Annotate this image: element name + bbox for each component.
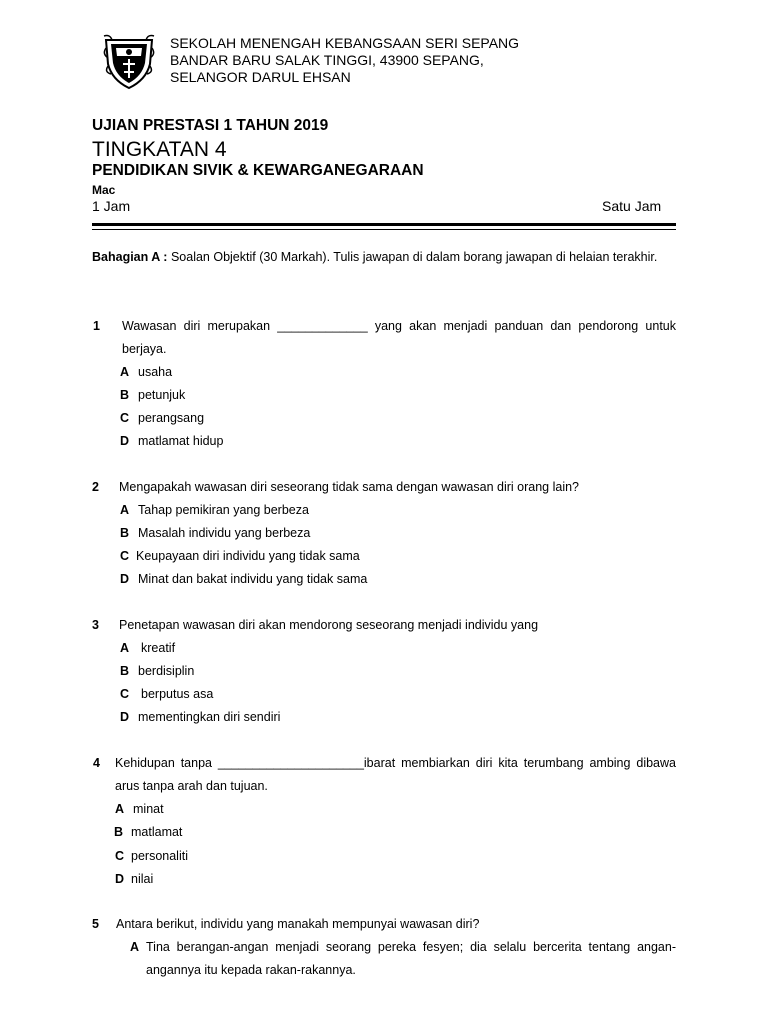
option xyxy=(130,936,676,982)
question-text: Kehidupan tanpa _____________________ibarat membiarkan diri kita terumbang ambing dibawa arus tanpa arah dan tujuan. xyxy=(115,756,676,793)
option xyxy=(114,821,182,844)
duration-left: 1 Jam xyxy=(92,198,131,214)
option-text: minat xyxy=(133,802,164,816)
question-number: 2 xyxy=(92,480,99,494)
option xyxy=(120,522,310,545)
option-letter: B xyxy=(120,664,130,678)
form-title: TINGKATAN 4 xyxy=(92,138,227,161)
question-number: 1 xyxy=(93,319,100,333)
option xyxy=(120,660,194,683)
header-divider-thick xyxy=(92,223,676,226)
option-letter: C xyxy=(120,411,130,425)
section-label: Bahagian A : xyxy=(92,250,168,264)
option-text: matlamat xyxy=(131,825,183,839)
subject-title: PENDIDIKAN SIVIK & KEWARGANEGARAAN xyxy=(92,162,424,179)
option-text: mementingkan diri sendiri xyxy=(138,710,281,724)
option xyxy=(115,798,164,821)
option xyxy=(120,499,309,522)
option-text: berputus asa xyxy=(141,687,214,701)
question-text: Mengapakah wawasan diri seseorang tidak sama dengan wawasan diri orang lain? xyxy=(119,480,580,494)
option-letter: B xyxy=(120,388,130,402)
exam-title: UJIAN PRESTASI 1 TAHUN 2019 xyxy=(92,117,329,134)
school-crest-icon xyxy=(102,34,156,90)
option-text: Tina berangan-angan menjadi seorang pereka fesyen; dia selalu bercerita tentang angan-angannya itu kepada rakan-rakannya. xyxy=(146,940,676,977)
option-letter: A xyxy=(115,802,125,816)
option-text: Minat dan bakat individu yang tidak sama xyxy=(138,572,368,586)
exam-month: Mac xyxy=(92,183,116,197)
option-text: berdisiplin xyxy=(138,664,195,678)
option-text: kreatif xyxy=(141,641,176,655)
option-letter: A xyxy=(120,641,130,655)
question-text: Wawasan diri merupakan _____________ yang akan menjadi panduan dan pendorong untuk berjaya. xyxy=(122,319,676,356)
option xyxy=(120,545,360,568)
option-letter: B xyxy=(114,825,124,839)
school-address-line2: SELANGOR DARUL EHSAN xyxy=(170,69,351,85)
option-text: Masalah individu yang berbeza xyxy=(138,526,311,540)
question-text: Penetapan wawasan diri akan mendorong seseorang menjadi individu yang xyxy=(119,618,539,632)
duration-right: Satu Jam xyxy=(602,198,662,214)
option-letter: D xyxy=(120,572,130,586)
section-instruction-text: Soalan Objektif (30 Markah). Tulis jawapan di dalam borang jawapan di helaian terakhir. xyxy=(167,250,658,264)
header-divider-thin xyxy=(92,229,676,230)
option-letter: C xyxy=(120,549,130,563)
section-instruction xyxy=(92,246,676,269)
option-letter: A xyxy=(130,940,140,954)
option xyxy=(120,683,213,706)
school-address-line1: BANDAR BARU SALAK TINGGI, 43900 SEPANG, xyxy=(170,52,484,68)
option-text: Tahap pemikiran yang berbeza xyxy=(138,503,309,517)
option xyxy=(115,868,153,891)
question-text: Antara berikut, individu yang manakah mempunyai wawasan diri? xyxy=(116,917,480,931)
option-text: petunjuk xyxy=(138,388,186,402)
option-letter: C xyxy=(115,849,125,863)
option-letter: B xyxy=(120,526,130,540)
option xyxy=(120,637,175,660)
question-number: 4 xyxy=(93,756,100,770)
option xyxy=(120,361,172,384)
option xyxy=(120,430,223,453)
question-number: 5 xyxy=(92,917,99,931)
option-text: usaha xyxy=(138,365,173,379)
option xyxy=(120,407,204,430)
option xyxy=(115,845,188,868)
option xyxy=(120,384,185,407)
option-text: nilai xyxy=(131,872,154,886)
option-letter: D xyxy=(115,872,125,886)
option xyxy=(120,706,280,729)
option xyxy=(120,568,367,591)
option-letter: D xyxy=(120,710,130,724)
option-text: Keupayaan diri individu yang tidak sama xyxy=(136,549,360,563)
option-text: personaliti xyxy=(131,849,188,863)
option-letter: D xyxy=(120,434,130,448)
option-text: matlamat hidup xyxy=(138,434,224,448)
option-text: perangsang xyxy=(138,411,205,425)
school-name: SEKOLAH MENENGAH KEBANGSAAN SERI SEPANG xyxy=(170,35,520,51)
option-letter: C xyxy=(120,687,130,701)
question-number: 3 xyxy=(92,618,99,632)
option-letter: A xyxy=(120,503,130,517)
option-letter: A xyxy=(120,365,130,379)
